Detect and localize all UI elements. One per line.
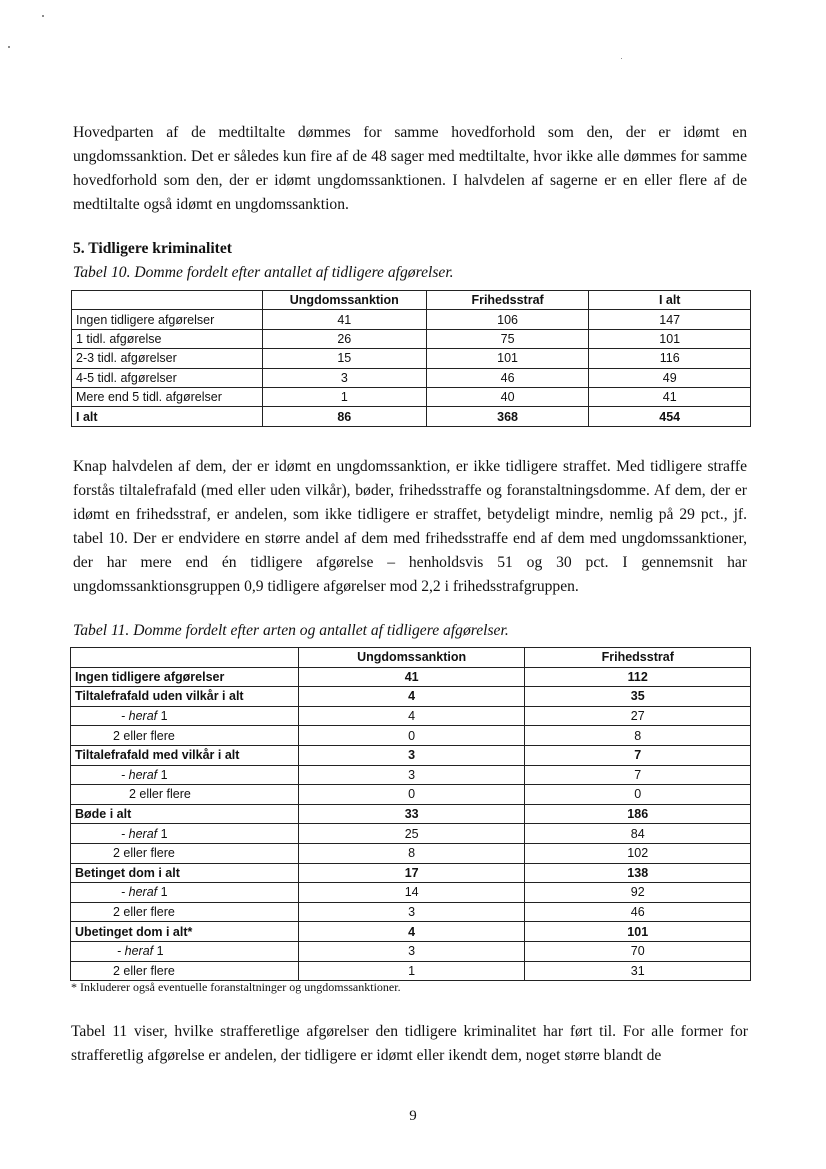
table-header-cell: Ungdomssanktion	[298, 648, 525, 668]
heraf-count: 1	[160, 767, 168, 782]
table-cell: 0	[298, 785, 525, 805]
scan-speck	[8, 46, 10, 48]
row-label	[71, 765, 299, 785]
table-row	[71, 824, 751, 844]
table11	[70, 647, 751, 981]
heraf-count: 1	[160, 709, 168, 724]
table-cell: 3	[298, 745, 525, 765]
table-row	[71, 687, 751, 707]
row-label	[71, 941, 299, 961]
table-row	[71, 961, 751, 981]
table-cell: 3	[298, 902, 525, 922]
table-cell: 454	[589, 407, 751, 426]
table-row	[71, 863, 751, 883]
table-cell: 3	[262, 368, 426, 387]
table-cell: 102	[525, 843, 751, 863]
scan-speck	[621, 58, 622, 59]
heraf-count: 1	[160, 826, 168, 841]
table-row	[71, 785, 751, 805]
table-row	[72, 387, 751, 406]
table-cell: 84	[525, 824, 751, 844]
table-cell: 15	[262, 349, 426, 368]
table-row	[71, 706, 751, 726]
row-label: 1 tidl. afgørelse	[72, 329, 263, 348]
row-label: 2 eller flere	[71, 961, 299, 981]
table-cell: 25	[298, 824, 525, 844]
row-label: Ubetinget dom i alt*	[71, 922, 299, 942]
table-cell: 41	[262, 310, 426, 329]
table-cell: 33	[298, 804, 525, 824]
table-cell: 4	[298, 687, 525, 707]
table-row	[71, 667, 751, 687]
heraf-label: - heraf	[121, 885, 158, 900]
table-cell: 4	[298, 706, 525, 726]
table-cell: 75	[426, 329, 589, 348]
row-label	[71, 706, 299, 726]
table-cell: 27	[525, 706, 751, 726]
row-label: 2-3 tidl. afgørelser	[72, 349, 263, 368]
table-cell: 106	[426, 310, 589, 329]
heraf-label: - heraf	[121, 826, 158, 841]
table-cell: 3	[298, 941, 525, 961]
table-row	[71, 765, 751, 785]
row-label: 2 eller flere	[71, 902, 299, 922]
row-label: 2 eller flere	[71, 726, 299, 746]
table-row	[71, 941, 751, 961]
row-label: 2 eller flere	[71, 843, 299, 863]
table-total-row	[72, 407, 751, 426]
table-row	[71, 745, 751, 765]
table-header-cell: Frihedsstraf	[525, 648, 751, 668]
row-label: Ingen tidligere afgørelser	[71, 667, 299, 687]
table-row	[72, 310, 751, 329]
heraf-label: - heraf	[121, 709, 158, 724]
heraf-label: - heraf	[117, 944, 154, 959]
table-row	[71, 804, 751, 824]
row-label: 4-5 tidl. afgørelser	[72, 368, 263, 387]
row-label: Betinget dom i alt	[71, 863, 299, 883]
table-row	[72, 349, 751, 368]
table-cell: 7	[525, 765, 751, 785]
table-row	[71, 922, 751, 942]
table-header-cell	[71, 648, 299, 668]
table-cell: 116	[589, 349, 751, 368]
table-cell: 92	[525, 883, 751, 903]
row-label: Tiltalefrafald med vilkår i alt	[71, 745, 299, 765]
table-cell: 1	[298, 961, 525, 981]
table-header-row	[72, 291, 751, 310]
table-cell: 46	[426, 368, 589, 387]
table-header-cell: Ungdomssanktion	[262, 291, 426, 310]
scan-speck	[42, 15, 44, 17]
section-heading: 5. Tidligere kriminalitet	[73, 240, 232, 257]
paragraph-tidligere-straffet: Knap halvdelen af dem, der er idømt en ungdomssanktion, er ikke tidligere straffet. Med tidligere straffe forstås tiltalefrafald (med eller uden vilkår), bøder, frihedsstraffe og foranstaltningsdomme. Af dem, der er idømt en frihedsstraf, er andelen, som ikke tidligere er straffet, betydeligt mindre, nemlig på 29 pct., jf. tabel 10. Der er endvidere en større andel af dem med frihedsstraffe end af dem med ungdomssanktioner, der har mere end én tidligere afgørelse – henholdsvis 51 og 30 pct. I gennemsnit har ungdomssanktionsgruppen 0,9 tidligere afgørelser mod 2,2 i frihedsstrafgruppen.	[73, 458, 747, 595]
table-cell: 8	[298, 843, 525, 863]
table-row	[71, 902, 751, 922]
table-cell: 101	[525, 922, 751, 942]
row-label: Mere end 5 tidl. afgørelser	[72, 387, 263, 406]
row-label: Ingen tidligere afgørelser	[72, 310, 263, 329]
page-number: 9	[409, 1108, 417, 1124]
row-label: Bøde i alt	[71, 804, 299, 824]
table-cell: 0	[298, 726, 525, 746]
table-header-cell: I alt	[589, 291, 751, 310]
table-cell: 7	[525, 745, 751, 765]
table-cell: 86	[262, 407, 426, 426]
table10-caption: Tabel 10. Domme fordelt efter antallet af tidligere afgørelser.	[73, 264, 454, 281]
heraf-count: 1	[160, 885, 168, 900]
table-cell: 3	[298, 765, 525, 785]
table-cell: 8	[525, 726, 751, 746]
table-cell: 112	[525, 667, 751, 687]
table-header-row	[71, 648, 751, 668]
table-cell: 49	[589, 368, 751, 387]
table-cell: 26	[262, 329, 426, 348]
table-cell: 4	[298, 922, 525, 942]
table-cell: 186	[525, 804, 751, 824]
heraf-count: 1	[156, 944, 164, 959]
table-cell: 14	[298, 883, 525, 903]
table10	[71, 290, 751, 427]
table11-caption: Tabel 11. Domme fordelt efter arten og antallet af tidligere afgørelser.	[73, 622, 509, 639]
table-cell: 41	[589, 387, 751, 406]
table-header-cell: Frihedsstraf	[426, 291, 589, 310]
table-cell: 46	[525, 902, 751, 922]
table-header-cell	[72, 291, 263, 310]
table-cell: 17	[298, 863, 525, 883]
row-label	[71, 824, 299, 844]
table-cell: 31	[525, 961, 751, 981]
table-cell: 40	[426, 387, 589, 406]
heraf-label: - heraf	[121, 767, 158, 782]
paragraph-medtiltalte: Hovedparten af de medtiltalte dømmes for samme hovedforhold som den, der er idømt en ungdomssanktion. Det er således kun fire af de 48 sager med medtiltalte, hvor ikke alle dømmes for samme hovedforhold som den, der er idømt ungdomssanktionen. I halvdelen af sagerne er en eller flere af de medtiltalte også idømt en ungdomssanktion.	[73, 124, 747, 213]
row-label: I alt	[72, 407, 263, 426]
table-cell: 0	[525, 785, 751, 805]
table-cell: 101	[426, 349, 589, 368]
table-row	[72, 329, 751, 348]
table-row	[71, 883, 751, 903]
table-row	[71, 726, 751, 746]
table-row	[71, 843, 751, 863]
row-label	[71, 883, 299, 903]
table-cell: 41	[298, 667, 525, 687]
paragraph-tabel11: Tabel 11 viser, hvilke strafferetlige afgørelser den tidligere kriminalitet har ført til. For alle former for strafferetlig afgørelse er andelen, der tidligere er idømt eller ikendt dem, noget større blandt de	[71, 1023, 748, 1064]
table-cell: 70	[525, 941, 751, 961]
table11-footnote: * Inkluderer også eventuelle foranstaltninger og ungdomssanktioner.	[71, 980, 401, 994]
table-cell: 368	[426, 407, 589, 426]
table-cell: 101	[589, 329, 751, 348]
table-cell: 147	[589, 310, 751, 329]
table-cell: 35	[525, 687, 751, 707]
row-label: Tiltalefrafald uden vilkår i alt	[71, 687, 299, 707]
table-row	[72, 368, 751, 387]
row-label: 2 eller flere	[71, 785, 299, 805]
table-cell: 1	[262, 387, 426, 406]
table-cell: 138	[525, 863, 751, 883]
